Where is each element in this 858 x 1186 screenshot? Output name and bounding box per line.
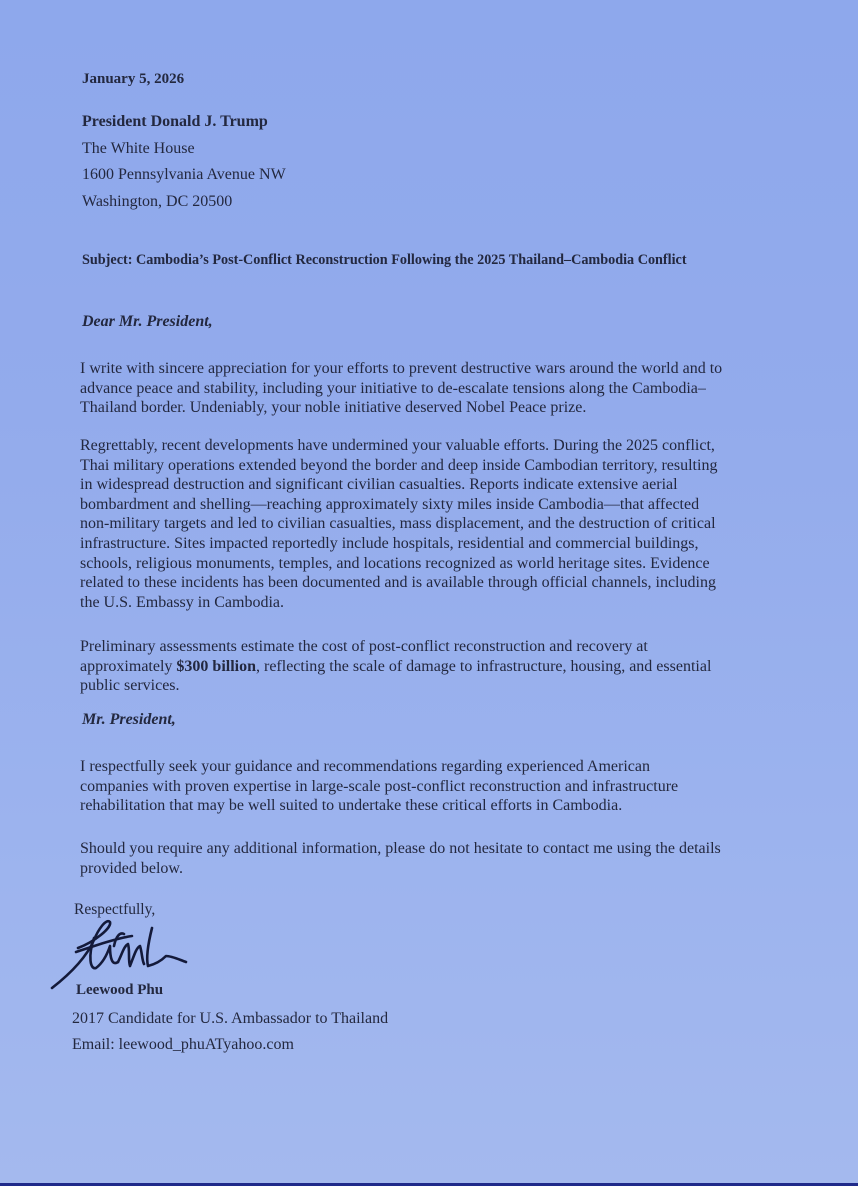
paragraph-line — [80, 657, 711, 677]
paragraph-5 — [80, 839, 721, 878]
paragraph-line: Regrettably, recent developments have undermined your valuable efforts. During the 2025 conflict, — [80, 437, 715, 454]
paragraph-line: I respectfully seek your guidance and recommendations regarding experienced American — [80, 758, 650, 775]
paragraph-line: advance peace and stability, including your initiative to de-escalate tensions along the Cambodia– — [80, 379, 706, 397]
paragraph-line: Thailand border. Undeniably, your noble initiative deserved Nobel Peace prize. — [80, 399, 587, 417]
recipient-address-line2: 1600 Pennsylvania Avenue NW — [82, 166, 286, 183]
recipient-address-line3: Washington, DC 20500 — [82, 192, 233, 210]
letter-subject: Subject: Cambodia’s Post-Conflict Reconstruction Following the 2025 Thailand–Cambodia Conflict — [82, 252, 687, 268]
signer-name: Leewood Phu — [76, 982, 164, 998]
paragraph-line: in widespread destruction and significant civilian casualties. Reports indicate extensive aerial — [80, 476, 678, 494]
paragraph-line: the U.S. Embassy in Cambodia. — [80, 593, 284, 611]
paragraph-1 — [80, 359, 722, 418]
paragraph-3 — [80, 637, 711, 696]
paragraph-line: infrastructure. Sites impacted reportedly include hospitals, residential and commercial buildings, — [80, 534, 699, 552]
paragraph-line: non-military targets and led to civilian casualties, mass displacement, and the destruction of critical — [80, 515, 716, 533]
paragraph-text: approximately — [80, 657, 177, 675]
salutation: Dear Mr. President, — [82, 313, 213, 330]
closing: Respectfully, — [74, 901, 156, 918]
paragraph-line: rehabilitation that may be well suited to undertake these critical efforts in Cambodia. — [80, 797, 623, 815]
paragraph-line: I write with sincere appreciation for your efforts to prevent destructive wars around the world and to — [80, 360, 723, 377]
paragraph-line: Preliminary assessments estimate the cost of post-conflict reconstruction and recovery at — [80, 638, 648, 655]
paragraph-4 — [80, 757, 678, 816]
paragraph-text: , reflecting the scale of damage to infrastructure, housing, and essential — [256, 657, 712, 675]
paragraph-line: Should you require any additional information, please do not hesitate to contact me using the details — [80, 840, 721, 857]
paragraph-line: companies with proven expertise in large-scale post-conflict reconstruction and infrastructure — [80, 777, 679, 795]
paragraph-line: provided below. — [80, 859, 183, 877]
letter-date: January 5, 2026 — [82, 71, 185, 87]
paragraph-line: Thai military operations extended beyond the border and deep inside Cambodian territory, resulting — [80, 456, 718, 474]
recipient-address-line1: The White House — [82, 139, 195, 157]
paragraph-line: related to these incidents has been documented and is available through official channels, including — [80, 574, 716, 592]
paragraph-line: bombardment and shelling—reaching approximately sixty miles inside Cambodia—that affected — [80, 495, 700, 513]
reconstruction-cost: $300 billion — [176, 657, 256, 675]
second-salutation: Mr. President, — [82, 711, 176, 728]
paragraph-2 — [80, 436, 717, 612]
signer-email: Email: leewood_phuATyahoo.com — [72, 1036, 294, 1053]
recipient-name: President Donald J. Trump — [82, 113, 268, 130]
recipient-address — [82, 109, 286, 215]
paragraph-line: public services. — [80, 677, 180, 695]
paragraph-line: schools, religious monuments, temples, and locations recognized as world heritage sites. Evidence — [80, 554, 710, 572]
signer-title: 2017 Candidate for U.S. Ambassador to Thailand — [72, 1010, 389, 1027]
signer-details — [72, 1006, 388, 1058]
